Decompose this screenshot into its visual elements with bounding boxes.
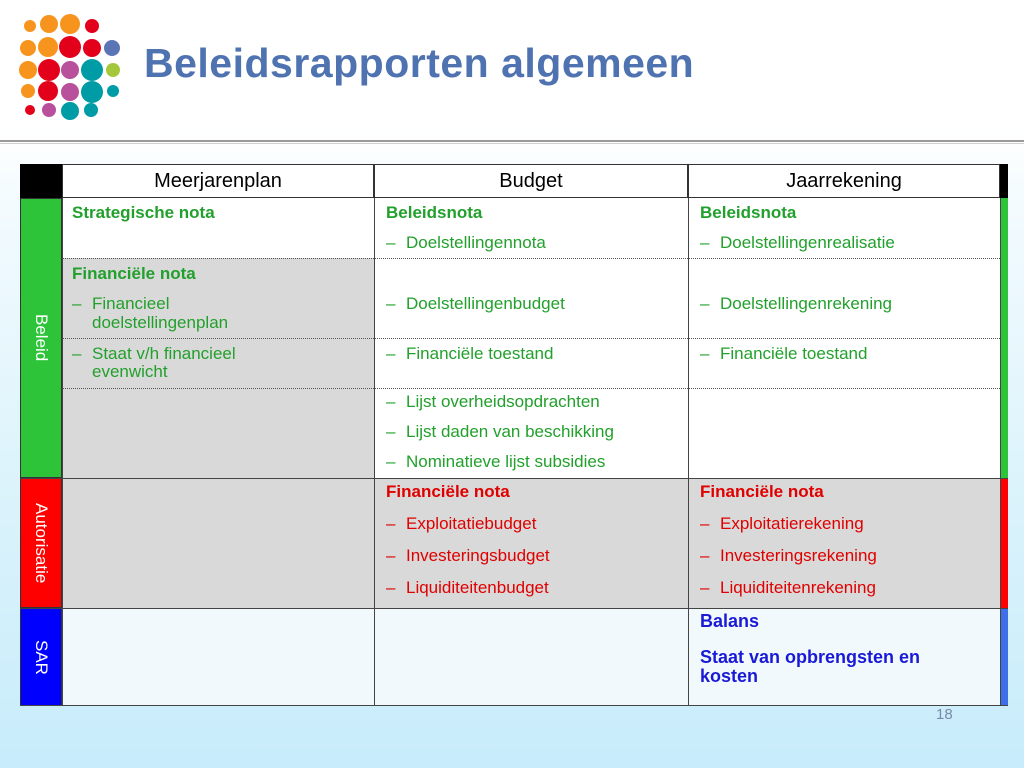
bullet-dash: – xyxy=(386,422,396,441)
logo-dot xyxy=(19,61,37,79)
logo-dot xyxy=(42,103,56,117)
dotted-separator xyxy=(62,258,1000,259)
meerjarenplan-sar-cell xyxy=(62,608,374,706)
logo-dot xyxy=(40,15,58,33)
logo-dot xyxy=(85,19,99,33)
logo-dot xyxy=(38,59,60,81)
logo-dot xyxy=(38,37,58,57)
sar-strip xyxy=(1000,608,1008,706)
balans: Balans xyxy=(700,611,760,631)
bullet-dash: – xyxy=(700,294,710,313)
row-label-autorisatie-text: Autorisatie xyxy=(32,502,51,584)
dotted-separator xyxy=(62,388,1000,389)
row-label-beleid xyxy=(20,198,62,478)
report-table xyxy=(20,164,1008,706)
bullet-dash: – xyxy=(386,392,396,411)
grid-line xyxy=(1000,198,1001,706)
logo-dot xyxy=(81,81,103,103)
logo-dot xyxy=(25,105,35,115)
row-label-beleid-text: Beleid xyxy=(32,314,51,362)
header-meerjarenplan: Meerjarenplan xyxy=(62,164,374,198)
jaarrekening-financiele-nota: Financiële nota xyxy=(700,482,824,501)
nominatieve-lijst-subsidies: Nominatieve lijst subsidies xyxy=(406,452,606,471)
meerjarenplan-autorisatie-cell xyxy=(62,478,374,608)
logo-dot xyxy=(81,59,103,81)
bullet-dash: – xyxy=(700,233,710,252)
budget-financiele-nota: Financiële nota xyxy=(386,482,510,501)
investeringsbudget: Investeringsbudget xyxy=(406,546,550,565)
staat-opbrengsten-kosten-line2: kosten xyxy=(700,666,759,686)
autorisatie-strip xyxy=(1000,478,1008,608)
bullet-dash: – xyxy=(386,294,396,313)
bullet-dash: – xyxy=(700,578,710,597)
header-corner xyxy=(20,164,62,198)
bullet-dash: – xyxy=(386,578,396,597)
logo-dot xyxy=(20,40,36,56)
lijst-overheidsopdrachten: Lijst overheidsopdrachten xyxy=(406,392,600,411)
strategische-nota: Strategische nota xyxy=(72,203,215,222)
bullet-dash: – xyxy=(72,344,82,363)
logo xyxy=(16,14,128,126)
title-divider-shadow xyxy=(0,143,1024,144)
staat-financieel-evenwicht-line1: Staat v/h financieel xyxy=(92,344,236,363)
bullet-dash: – xyxy=(386,344,396,363)
exploitatiebudget: Exploitatiebudget xyxy=(406,514,537,533)
exploitatierekening: Exploitatierekening xyxy=(720,514,864,533)
staat-financieel-evenwicht-line2: evenwicht xyxy=(92,362,168,381)
header-budget: Budget xyxy=(374,164,688,198)
logo-dot xyxy=(24,20,36,32)
grid-line xyxy=(20,705,1008,706)
bullet-dash: – xyxy=(72,294,82,313)
doelstellingennota: Doelstellingennota xyxy=(406,233,546,252)
liquiditeitenbudget: Liquiditeitenbudget xyxy=(406,578,549,597)
header-end-cap xyxy=(1000,164,1008,198)
grid-line xyxy=(374,198,375,706)
budget-financiele-toestand: Financiële toestand xyxy=(406,344,554,363)
bullet-dash: – xyxy=(386,546,396,565)
doelstellingenrealisatie: Doelstellingenrealisatie xyxy=(720,233,895,252)
doelstellingenbudget: Doelstellingenbudget xyxy=(406,294,565,313)
row-label-sar-text: SAR xyxy=(32,639,51,675)
logo-dot xyxy=(106,63,120,77)
logo-dot xyxy=(38,81,58,101)
logo-dot xyxy=(107,85,119,97)
grid-line xyxy=(20,478,1008,479)
bullet-dash: – xyxy=(386,514,396,533)
bullet-dash: – xyxy=(386,233,396,252)
logo-dot xyxy=(60,14,80,34)
grid-line xyxy=(20,608,1008,609)
logo-dot xyxy=(59,36,81,58)
liquiditeitenrekening: Liquiditeitenrekening xyxy=(720,578,876,597)
dotted-separator xyxy=(62,338,1000,339)
financieel-doelstellingenplan-line2: doelstellingenplan xyxy=(92,313,229,332)
financieel-doelstellingenplan-line1: Financieel xyxy=(92,294,170,313)
title-divider xyxy=(0,140,1024,142)
grid-line xyxy=(62,198,63,706)
header-jaarrekening: Jaarrekening xyxy=(688,164,1000,198)
bullet-dash: – xyxy=(700,514,710,533)
grid-line xyxy=(688,198,689,706)
logo-dot xyxy=(83,39,101,57)
bullet-dash: – xyxy=(700,546,710,565)
row-label-sar xyxy=(20,608,62,706)
page-title: Beleidsrapporten algemeen xyxy=(144,40,695,86)
financiele-nota: Financiële nota xyxy=(72,264,196,283)
bullet-dash: – xyxy=(386,452,396,471)
investeringsrekening: Investeringsrekening xyxy=(720,546,877,565)
budget-beleidsnota: Beleidsnota xyxy=(386,203,483,222)
beleid-strip xyxy=(1000,198,1008,478)
logo-dot xyxy=(61,83,79,101)
logo-dot xyxy=(61,102,79,120)
logo-dot xyxy=(104,40,120,56)
staat-opbrengsten-kosten-line1: Staat van opbrengsten en xyxy=(700,647,921,667)
row-label-autorisatie xyxy=(20,478,62,608)
page-number: 18 xyxy=(936,706,953,723)
bullet-dash: – xyxy=(700,344,710,363)
budget-sar-cell xyxy=(374,608,688,706)
doelstellingenrekening: Doelstellingenrekening xyxy=(720,294,893,313)
lijst-daden-van-beschikking: Lijst daden van beschikking xyxy=(406,422,614,441)
logo-dot xyxy=(84,103,98,117)
logo-dot xyxy=(61,61,79,79)
jaarrekening-financiele-toestand: Financiële toestand xyxy=(720,344,868,363)
jaarrekening-beleidsnota: Beleidsnota xyxy=(700,203,797,222)
logo-dot xyxy=(21,84,35,98)
